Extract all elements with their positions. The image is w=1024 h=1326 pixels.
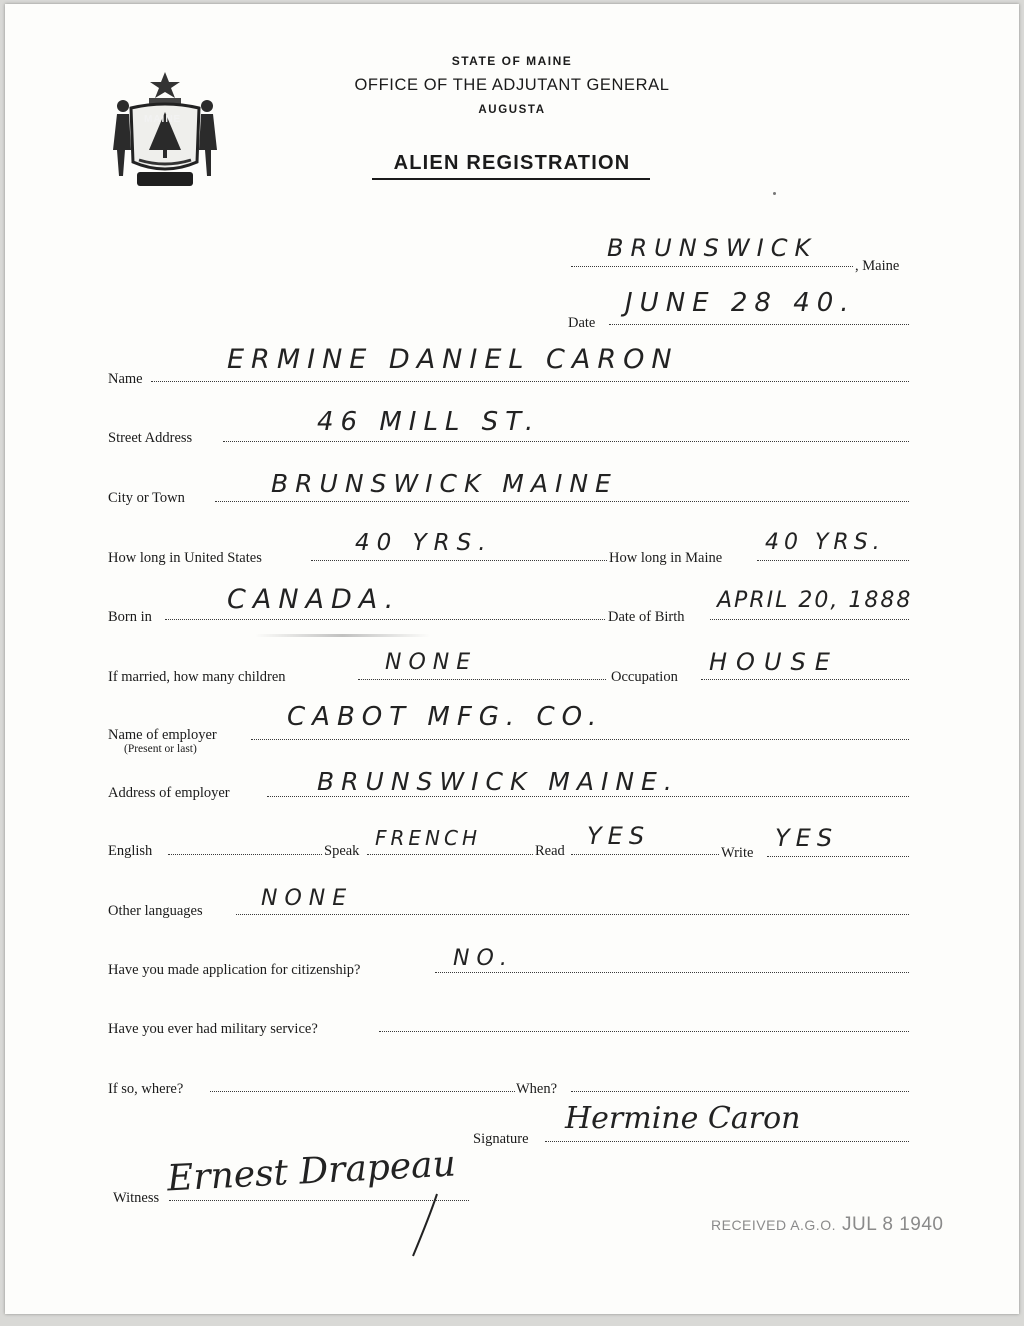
form-title: ALIEN REGISTRATION <box>393 152 631 174</box>
military-dots <box>379 1031 909 1032</box>
read-dots <box>571 854 719 855</box>
when-label: When? <box>516 1081 558 1097</box>
scan-speck <box>773 192 776 195</box>
english-dots <box>168 854 322 855</box>
speak-dots <box>367 854 533 855</box>
read-label: Read <box>535 843 565 859</box>
write-dots <box>767 856 909 857</box>
city-dots <box>215 501 909 502</box>
employer-address-value: BRUNSWICK MAINE. <box>317 767 679 796</box>
date-of-birth-dots <box>710 619 909 620</box>
how-long-us-label: How long in United States <box>108 550 262 566</box>
read-value: YES <box>587 822 651 850</box>
when-dots <box>571 1091 909 1092</box>
children-value: NONE <box>385 650 478 675</box>
children-label: If married, how many children <box>108 669 286 685</box>
witness-label: Witness <box>113 1190 160 1206</box>
date-value: JUNE 28 40. <box>625 288 856 318</box>
how-long-maine-value: 40 YRS. <box>765 530 885 555</box>
place-value: BRUNSWICK <box>607 234 818 262</box>
name-value: ERMINE DANIEL CARON <box>227 344 679 375</box>
street-address-dots <box>223 441 909 442</box>
citizenship-dots <box>435 972 909 973</box>
how-long-maine-label: How long in Maine <box>609 550 723 566</box>
place-suffix: , Maine <box>855 258 900 274</box>
where-dots <box>210 1091 515 1092</box>
date-of-birth-value: APRIL 20, 1888 <box>717 588 913 613</box>
header-state: STATE OF MAINE <box>451 54 573 68</box>
name-label: Name <box>108 371 143 387</box>
signature-dots <box>545 1141 909 1142</box>
how-long-us-dots <box>311 560 607 561</box>
street-address-value: 46 MILL ST. <box>317 407 541 437</box>
employer-name-value: CABOT MFG. CO. <box>287 702 604 732</box>
employer-name-label: Name of employer <box>108 727 217 743</box>
children-dots <box>358 679 606 680</box>
registration-form-sheet <box>5 4 1019 1314</box>
how-long-maine-dots <box>757 560 909 561</box>
citizenship-label: Have you made application for citizenship? <box>108 962 361 978</box>
date-of-birth-label: Date of Birth <box>608 609 685 625</box>
place-dots <box>571 266 853 267</box>
received-stamp: RECEIVED A.G.O. JUL 8 1940 <box>711 1214 944 1235</box>
title-underline <box>372 178 650 180</box>
how-long-us-value: 40 YRS. <box>355 530 493 556</box>
witness-flourish-icon <box>397 1192 447 1262</box>
employer-address-dots <box>267 796 909 797</box>
street-address-label: Street Address <box>108 430 193 446</box>
speak-label: Speak <box>324 843 360 859</box>
born-in-label: Born in <box>108 609 152 625</box>
pencil-mark <box>255 634 430 637</box>
english-label: English <box>108 843 153 859</box>
other-languages-label: Other languages <box>108 903 203 919</box>
citizenship-value: NO. <box>453 946 514 971</box>
born-in-value: CANADA. <box>227 584 401 615</box>
city-label: City or Town <box>108 490 185 506</box>
employer-name-dots <box>251 739 909 740</box>
where-label: If so, where? <box>108 1081 184 1097</box>
employer-name-sublabel: (Present or last) <box>124 743 197 755</box>
header-city: AUGUSTA <box>478 104 546 116</box>
date-label: Date <box>568 315 596 331</box>
witness-value: Ernest Drapeau <box>166 1143 457 1200</box>
write-label: Write <box>721 845 754 861</box>
speak-value: FRENCH <box>375 826 482 850</box>
born-in-dots <box>165 619 605 620</box>
other-languages-dots <box>236 914 909 915</box>
signature-label: Signature <box>473 1131 529 1147</box>
military-label: Have you ever had military service? <box>108 1021 318 1037</box>
other-languages-value: NONE <box>261 886 354 911</box>
name-dots <box>151 381 909 382</box>
occupation-dots <box>701 679 909 680</box>
employer-address-label: Address of employer <box>108 785 230 801</box>
seal-motto: MAINE <box>144 114 182 125</box>
occupation-value: HOUSE <box>709 648 839 676</box>
header-office: OFFICE OF THE ADJUTANT GENERAL <box>354 76 670 94</box>
date-dots <box>609 324 909 325</box>
write-value: YES <box>775 824 839 852</box>
signature-value: Hermine Caron <box>565 1101 801 1136</box>
city-value: BRUNSWICK MAINE <box>271 469 618 498</box>
occupation-label: Occupation <box>611 669 678 685</box>
